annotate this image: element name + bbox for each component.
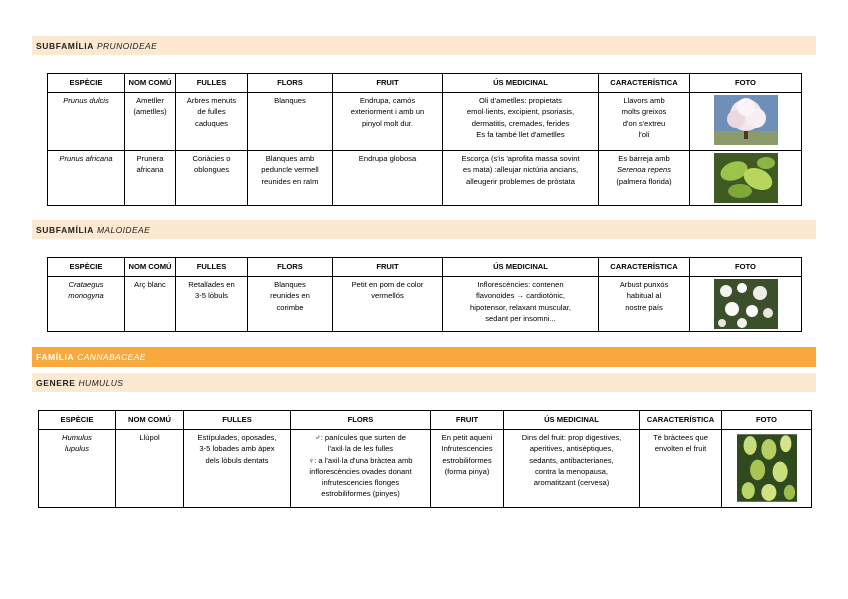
cell-us-medicinal: Inflorescències: contenen flavonoides → cardiotònic, hipotensor, relaxant muscular, sedant per insomni... [443, 277, 599, 332]
cell-flors: Blanques amb peduncle vermell reunides en raïm [248, 151, 333, 206]
header-fulles: FULLES [176, 74, 248, 93]
cell-foto [690, 93, 802, 151]
humulus-table [38, 410, 812, 508]
cell-us-medicinal: Dins del fruit: prop digestives, aperitives, antisèptiques, sedants, antibacterianes, contra la menopausa, aromatitzant (cervesa) [504, 430, 640, 508]
cell-fruit: Endrupa, camós exteriorment i amb un pinyol molt dur. [333, 93, 443, 151]
blossom-tree-photo [714, 95, 778, 145]
header-especie: ESPÈCIE [39, 411, 116, 430]
header-especie: ESPÈCIE [48, 258, 125, 277]
cell-especie: Prunus dulcis [48, 93, 125, 151]
cell-fulles: Retallades en 3-5 lòbuls [176, 277, 248, 332]
cell-foto [690, 151, 802, 206]
header-nom-comu: NOM COMÚ [125, 258, 176, 277]
cell-caracteristica: Llavors amb molts greixos d'on s'extreu l'oli [599, 93, 690, 151]
header-nom-comu: NOM COMÚ [125, 74, 176, 93]
caracteristica-text: (palmera florida) [616, 176, 672, 186]
maloideae-table [47, 257, 802, 332]
section-name: HUMULUS [78, 377, 124, 388]
caracteristica-species: Serenoa repens [616, 165, 672, 175]
cell-especie: Prunus africana [48, 151, 125, 206]
prunoideae-table [47, 73, 802, 206]
section-header-cannabaceae [32, 347, 816, 367]
section-prefix: GENERE [36, 377, 76, 388]
header-especie: ESPÈCIE [48, 74, 125, 93]
white-flowers-photo [714, 279, 778, 329]
table-row [48, 277, 802, 332]
section-name: MALOIDEAE [96, 224, 151, 235]
header-fulles: FULLES [184, 411, 291, 430]
hops-photo [737, 432, 797, 504]
header-foto: FOTO [690, 74, 802, 93]
section-header-prunoideae [32, 36, 816, 55]
cell-nom-comu: Llúpol [116, 430, 184, 508]
cell-especie: Crataegus monogyna [48, 277, 125, 332]
cell-caracteristica: Té bràctees que envolten el fruit [640, 430, 722, 508]
header-flors: FLORS [248, 74, 333, 93]
cell-foto [722, 430, 812, 508]
cell-nom-comu: Ametller (ametlles) [125, 93, 176, 151]
header-caracteristica: CARACTERÍSTICA [640, 411, 722, 430]
header-us-medicinal: ÚS MEDICINAL [443, 258, 599, 277]
header-foto: FOTO [722, 411, 812, 430]
header-fruit: FRUIT [333, 74, 443, 93]
cell-fulles: Coriàcies o oblongues [176, 151, 248, 206]
section-prefix: SUBFAMÍLIA [36, 40, 94, 51]
section-name: PRUNOIDEAE [96, 40, 158, 51]
cell-us-medicinal: Oli d'ametlles: propietats emol·lients, excipient, psoriasis, dermatitis, cremades, ferides Es fa també llet d'ametlles [443, 93, 599, 151]
header-us-medicinal: ÚS MEDICINAL [443, 74, 599, 93]
section-header-humulus [32, 373, 816, 392]
section-header-maloideae [32, 220, 816, 239]
cell-flors: Blanques reunides en corimbe [248, 277, 333, 332]
cell-fruit: Endrupa globosa [333, 151, 443, 206]
cell-fulles: Arbres menuts de fulles caduques [176, 93, 248, 151]
header-nom-comu: NOM COMÚ [116, 411, 184, 430]
leaves-photo [714, 153, 778, 203]
cell-us-medicinal: Escorça (s'is 'aprofita massa sovint es mata) :alleujar nictúria ancians, alleugerir problemes de pròstata [443, 151, 599, 206]
header-fruit: FRUIT [333, 258, 443, 277]
cell-foto [690, 277, 802, 332]
header-flors: FLORS [291, 411, 431, 430]
header-fulles: FULLES [176, 258, 248, 277]
table-header-row [48, 74, 802, 93]
cell-fulles: Estípulades, oposades, 3-5 lobades amb àpex dels lòbuls dentats [184, 430, 291, 508]
cell-nom-comu: Arç blanc [125, 277, 176, 332]
cell-nom-comu: Prunera africana [125, 151, 176, 206]
table-header-row [48, 258, 802, 277]
header-flors: FLORS [248, 258, 333, 277]
cell-fruit: Petit en pom de color vermellós [333, 277, 443, 332]
table-row [48, 151, 802, 206]
cell-caracteristica: Arbust punxós habitual al nostre país [599, 277, 690, 332]
cell-fruit: En petit aqueni Infrutescencies estrobiliformes (forma pinya) [431, 430, 504, 508]
cell-flors: ♂: panícules que surten de l'axil·la de les fulles ♀: a l'axil·la d'una bràctea amb inflorescències ovades donant infrutescencies flonges estrobiliformes (pinyes) [291, 430, 431, 508]
section-prefix: FAMÍLIA [36, 352, 75, 362]
caracteristica-text: Es barreja amb [618, 154, 670, 163]
table-header-row [39, 411, 812, 430]
header-caracteristica: CARACTERÍSTICA [599, 258, 690, 277]
table-row [48, 93, 802, 151]
cell-flors: Blanques [248, 93, 333, 151]
cell-caracteristica [599, 151, 690, 206]
header-caracteristica: CARACTERÍSTICA [599, 74, 690, 93]
section-name: CANNABACEAE [77, 352, 146, 362]
cell-especie: Humulus lupulus [39, 430, 116, 508]
header-us-medicinal: ÚS MEDICINAL [504, 411, 640, 430]
header-foto: FOTO [690, 258, 802, 277]
table-row [39, 430, 812, 508]
section-prefix: SUBFAMÍLIA [36, 224, 94, 235]
header-fruit: FRUIT [431, 411, 504, 430]
